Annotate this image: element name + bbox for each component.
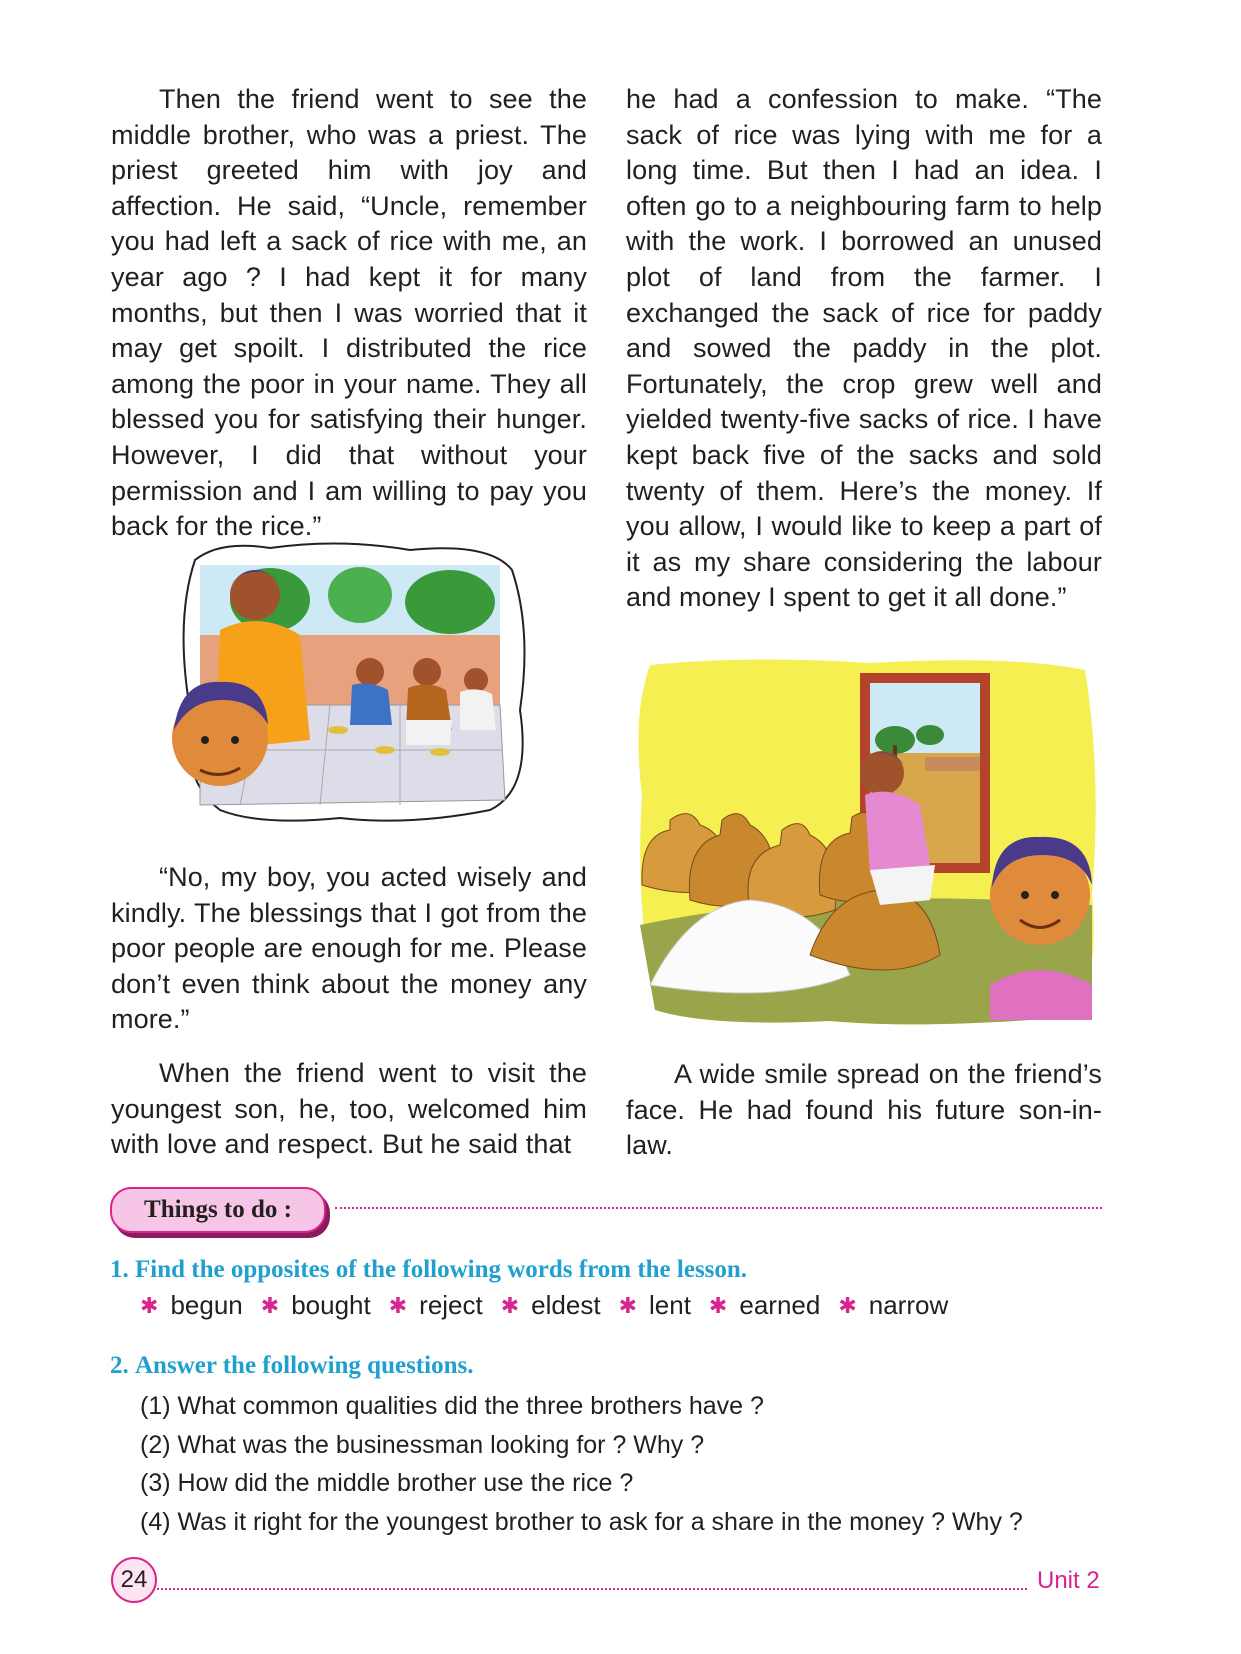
illustration-rice-sacks	[630, 655, 1102, 1030]
unit-label: Unit 2	[1037, 1567, 1100, 1594]
things-to-do-label: Things to do :	[110, 1187, 326, 1233]
word-item	[501, 1290, 601, 1321]
word-item	[709, 1290, 820, 1321]
left-column-top	[111, 82, 587, 545]
word-item	[261, 1290, 371, 1321]
story-paragraph: Then the friend went to see the middle brother, who was a priest. The priest greeted him with joy and affection. He said, “Uncle, remember you had left a sack of rice with me, an year ago ? I had kept it for many months, but then I was worried that it may get spoilt. I distributed the rice among the poor in your name. They all blessed you for satisfying their hunger. However, I did that without your permission and I am willing to pay you back for the rice.”	[111, 84, 587, 542]
page-number: 24	[111, 1557, 157, 1603]
footer-divider	[157, 1588, 1027, 1590]
asterisk-icon: ✱	[140, 1292, 159, 1318]
word: earned	[739, 1290, 821, 1320]
asterisk-icon: ✱	[260, 1292, 280, 1318]
asterisk-icon: ✱	[618, 1292, 637, 1318]
illustration-priest-feeding-poor	[160, 540, 532, 826]
story-paragraph: he had a confession to make. “The sack of rice was lying with me for a long time. But then I had an idea. I often go to a neighbouring farm to help with the work. I borrowed an unused plot of land from the farmer. I exchanged the sack of rice for paddy and sowed the paddy in the plot. Fortunately, the crop grew well and yielded twenty-five sacks of rice. I have kept back five of the sacks and sold twenty of them. Here’s the money. If you allow, I would like to keep a part of it as my share considering the labour and money I spent to get it all done.”	[626, 84, 1102, 613]
asterisk-icon: ✱	[708, 1292, 728, 1318]
question-2-heading	[110, 1352, 473, 1380]
asterisk-icon: ✱	[838, 1292, 857, 1318]
word-item	[140, 1290, 243, 1321]
word-item	[389, 1290, 483, 1321]
word: eldest	[531, 1290, 601, 1320]
asterisk-icon: ✱	[388, 1292, 408, 1318]
story-paragraph: A wide smile spread on the friend’s face. He had found his future son-in-law.	[626, 1059, 1102, 1161]
question-item: (2) What was the businessman looking for ? Why ?	[140, 1430, 705, 1459]
question-item: (3) How did the middle brother use the rice ?	[140, 1469, 634, 1497]
right-column-top	[626, 82, 1102, 616]
story-paragraph: When the friend went to visit the youngest son, he, too, welcomed him with love and respect. But he said that	[111, 1057, 587, 1160]
word-item	[619, 1290, 691, 1321]
question-item: (4) Was it right for the youngest brother to ask for a share in the money ? Why ?	[140, 1507, 1023, 1536]
question-number: 1.	[110, 1256, 129, 1283]
story-paragraph: “No, my boy, you acted wisely and kindly. The blessings that I got from the poor people are enough for me. Please don’t even think about the money any more.”	[111, 862, 587, 1035]
question-number: 2.	[110, 1352, 129, 1379]
question-title: Answer the following questions.	[135, 1352, 474, 1379]
word: lent	[649, 1290, 691, 1320]
question-title: Find the opposites of the following words from the lesson.	[135, 1256, 748, 1283]
left-column-bottom	[111, 860, 587, 1163]
section-divider	[335, 1207, 1102, 1209]
asterisk-icon: ✱	[500, 1292, 520, 1318]
right-column-bottom	[626, 1057, 1102, 1164]
word: bought	[291, 1290, 371, 1320]
question-1-heading	[110, 1256, 747, 1284]
opposites-word-list	[140, 1290, 948, 1321]
word: reject	[419, 1290, 483, 1320]
question-list	[140, 1387, 1023, 1541]
question-item: (1) What common qualities did the three brothers have ?	[140, 1392, 764, 1420]
word: begun	[170, 1290, 243, 1320]
word-item	[838, 1290, 948, 1321]
word: narrow	[868, 1290, 949, 1320]
